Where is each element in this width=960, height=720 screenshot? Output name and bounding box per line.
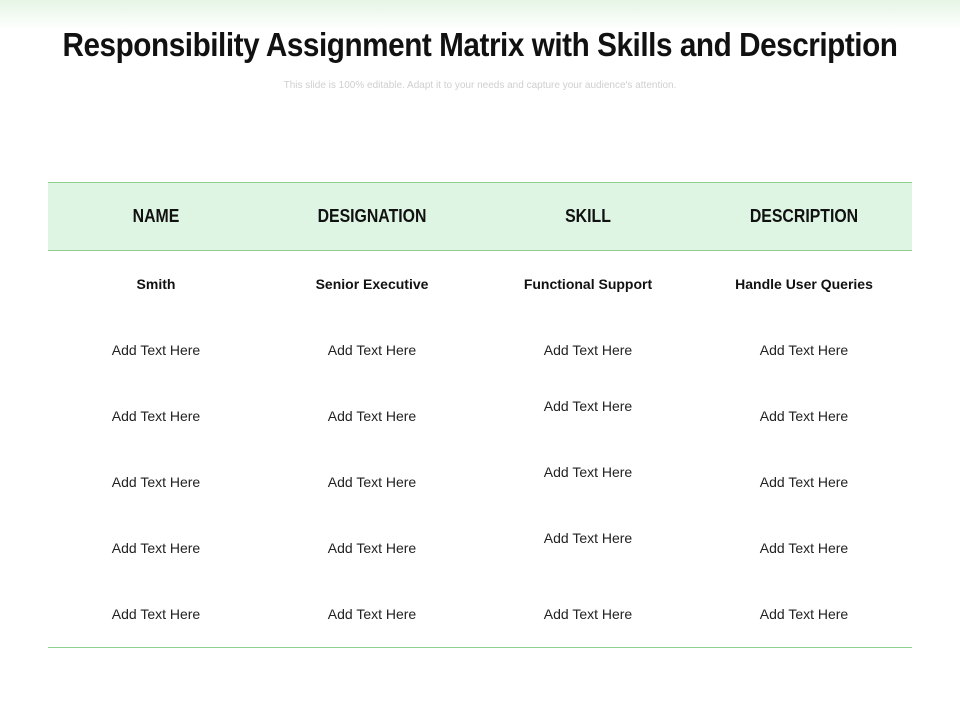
cell-name: Add Text Here	[111, 474, 201, 490]
table-row	[48, 383, 912, 449]
slide-title: Responsibility Assignment Matrix with Skills and Description	[62, 26, 898, 63]
header-skill: SKILL	[565, 206, 611, 226]
cell-skill: Add Text Here	[543, 606, 633, 622]
responsibility-matrix-table	[48, 182, 912, 648]
cell-description: Add Text Here	[759, 408, 849, 424]
table-row	[48, 515, 912, 581]
cell-designation: Add Text Here	[327, 606, 417, 622]
cell-description: Handle User Queries	[735, 276, 873, 292]
table-row	[48, 449, 912, 515]
cell-name: Add Text Here	[111, 540, 201, 556]
cell-skill: Add Text Here	[543, 530, 633, 546]
slide-subtitle: This slide is 100% editable. Adapt it to your needs and capture your audience's attention.	[283, 80, 677, 91]
cell-designation: Add Text Here	[327, 342, 417, 358]
header-designation: DESIGNATION	[317, 206, 427, 226]
cell-description: Add Text Here	[759, 606, 849, 622]
table-row	[48, 581, 912, 647]
table-row	[48, 251, 912, 317]
cell-description: Add Text Here	[759, 540, 849, 556]
cell-description: Add Text Here	[759, 342, 849, 358]
cell-designation: Add Text Here	[327, 474, 417, 490]
header-description: DESCRIPTION	[749, 206, 859, 226]
cell-description: Add Text Here	[759, 474, 849, 490]
cell-skill: Add Text Here	[543, 342, 633, 358]
cell-name: Add Text Here	[111, 408, 201, 424]
cell-name: Add Text Here	[111, 342, 201, 358]
cell-designation: Senior Executive	[315, 276, 429, 292]
cell-designation: Add Text Here	[327, 540, 417, 556]
cell-name: Smith	[136, 276, 176, 292]
table-header-row	[48, 183, 912, 251]
cell-skill: Add Text Here	[543, 398, 633, 414]
header-name: NAME	[132, 206, 180, 226]
cell-name: Add Text Here	[111, 606, 201, 622]
cell-skill: Add Text Here	[543, 464, 633, 480]
cell-designation: Add Text Here	[327, 408, 417, 424]
table-row	[48, 317, 912, 383]
cell-skill: Functional Support	[523, 276, 653, 292]
